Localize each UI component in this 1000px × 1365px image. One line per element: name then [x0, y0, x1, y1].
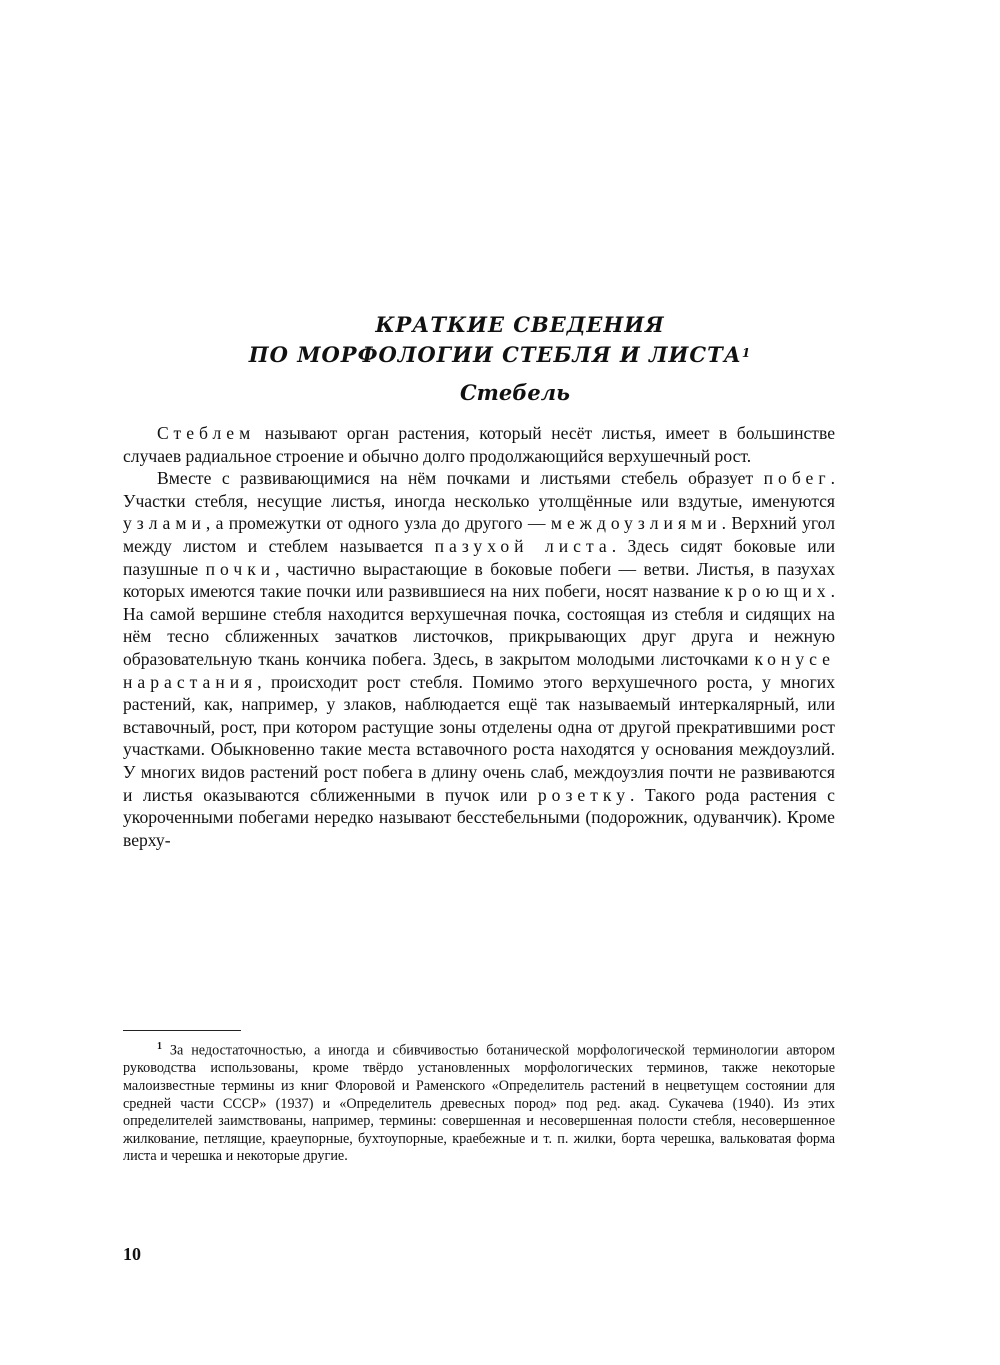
- paragraph-text: . На самой вершине стебля находится верхушечная почка, состоящая из стебля и сидящих на нём тесно сближенных зачатков листочков, прикрывающих друг друга и нежную образовательную ткань кончика побега. Здесь, в закрытом молодыми листочками: [123, 581, 835, 669]
- page-number: 10: [123, 1244, 141, 1264]
- footnote-text: За недостаточностью, а иногда и сбивчивостью ботанической морфологической терминологии автором руководства использованы, кроме твёрдо установленных морфологических терминов, также некоторые малоизвестные термины из книг Флоровой и Раменского «Определитель растений в нецветущем состоянии для средней части СССР» (1937) и «Определитель древесных пород» под ред. акад. Сукачева (1940). Из этих определителей заимствованы, например, термины: совершенная и несовершенная полости стебля, несовершенное жилкование, петлящие, краеупорные, бухтоупорные, краебежные и т. п. жилки, борта черешка, вальковатая форма листа и черешка и некоторые другие.: [123, 1042, 835, 1165]
- footnote: [123, 1038, 835, 1166]
- term-emphasis: пазухой листа: [434, 535, 612, 556]
- paragraph-text: Вместе с развивающимися на нём почками и листьями стебель образует: [157, 468, 764, 489]
- term-emphasis: узлами: [123, 513, 206, 534]
- paragraph: [123, 422, 835, 467]
- paragraph-text: . Здесь сидят боковые или пазушные: [123, 535, 835, 579]
- chapter-heading-line-2-text: ПО МОРФОЛОГИИ СТЕБЛЯ И ЛИСТА: [248, 342, 742, 367]
- heading-footnote-marker[interactable]: 1: [741, 346, 752, 360]
- section-title: Стебель: [459, 380, 571, 405]
- term-emphasis: Стеблем: [157, 423, 256, 443]
- footnote-paragraph: [123, 1038, 835, 1166]
- footnote-marker: 1: [157, 1041, 162, 1052]
- main-text: [123, 422, 835, 851]
- term-emphasis: междоузлиями: [550, 513, 722, 534]
- paragraph-text: называют орган растения, который несёт листья, имеет в большинстве случаев радиальное строение и обычно долго продолжающийся верхушечный рост.: [123, 423, 835, 466]
- paragraph-text: . Такого рода растения с укороченными побегами нередко называют бесстебельными (подорожник, одуванчик). Кроме верху-: [123, 784, 835, 850]
- paragraph-text: , а промежутки от одного узла до другого —: [205, 513, 551, 534]
- paragraph-text: . Верхний угол между листом и стеблем называется: [123, 513, 835, 556]
- paragraph-text: , происходит рост стебля. Помимо этого верхушечного роста, у многих растений, как, например, у злаков, наблюдается ещё так называемый интеркалярный, или вставочный, рост, при котором растущие зоны отделены одна от другой прекратившими рост участками. Обыкновенно такие места вставочного роста находятся у основания междоузлий. У многих видов растений рост побега в длину очень слаб, междоузлия почти не развиваются и листья оказываются сближенными в пучок или: [123, 671, 835, 805]
- paragraph-text: , частично вырастающие в боковые побеги — ветви. Листья, в пазухах которых имеются такие почки или развившиеся на них побеги, носят название: [123, 558, 835, 602]
- term-emphasis: кроющих: [724, 581, 831, 602]
- term-emphasis: побег: [763, 468, 831, 489]
- term-emphasis: конусе нарастания: [123, 648, 835, 692]
- term-emphasis: розетку: [537, 784, 631, 805]
- chapter-heading-line-2: [0, 340, 1000, 370]
- chapter-heading-line-1: КРАТКИЕ СВЕДЕНИЯ: [375, 312, 665, 337]
- term-emphasis: почки: [205, 558, 276, 579]
- footnote-divider: [123, 1030, 241, 1031]
- paragraph: [123, 467, 835, 851]
- paragraph-text: . Участки стебля, несущие листья, иногда несколько утолщённые или вздутые, именуются: [123, 468, 835, 511]
- chapter-heading: [0, 310, 1000, 370]
